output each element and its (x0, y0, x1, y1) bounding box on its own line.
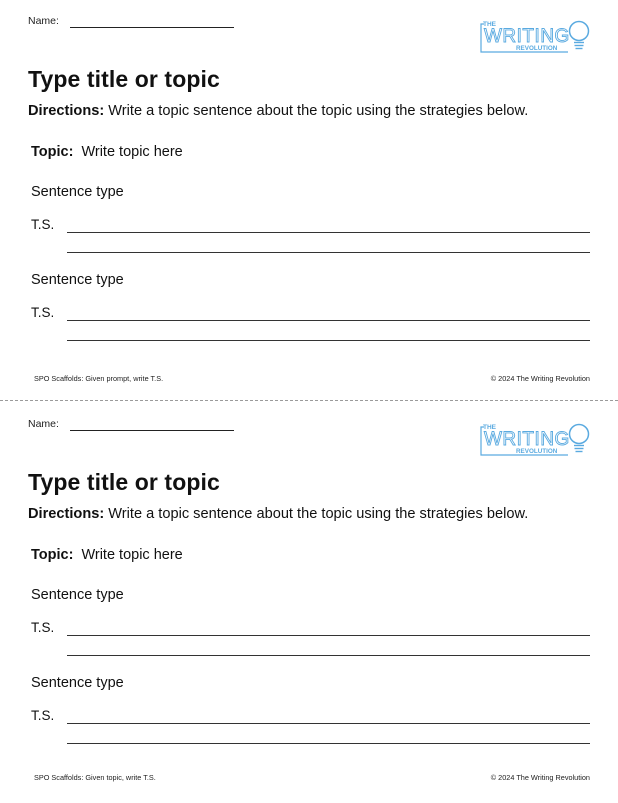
logo-writing-text: WRITING (484, 26, 570, 47)
ts-answer-line[interactable] (67, 320, 590, 321)
footer-scaffold-note: SPO Scaffolds: Given prompt, write T.S. (34, 374, 164, 383)
name-label: Name: (28, 418, 59, 430)
logo-revolution-text: REVOLUTION (516, 448, 558, 455)
ts-answer-line[interactable] (67, 635, 590, 636)
ts-answer-line[interactable] (67, 232, 590, 233)
name-input-line[interactable] (70, 27, 234, 28)
ts-label: T.S. (31, 708, 55, 723)
ts-answer-line[interactable] (67, 340, 590, 341)
logo-revolution-text: REVOLUTION (516, 45, 558, 52)
ts-label: T.S. (31, 305, 55, 320)
writing-revolution-logo (478, 417, 592, 461)
worksheet-title: Type title or topic (28, 469, 220, 495)
topic-row (31, 144, 183, 160)
cut-line-divider (0, 400, 618, 401)
topic-value[interactable]: Write topic here (81, 547, 183, 563)
topic-value[interactable]: Write topic here (81, 144, 183, 160)
ts-answer-line[interactable] (67, 655, 590, 656)
directions-text: Write a topic sentence about the topic using the strategies below. (108, 506, 529, 522)
lightbulb-icon (570, 22, 589, 49)
topic-row (31, 547, 183, 563)
topic-label: Topic: (31, 144, 74, 160)
worksheet-title: Type title or topic (28, 66, 220, 92)
directions-label: Directions: (28, 103, 105, 119)
topic-label: Topic: (31, 547, 74, 563)
logo-writing-text: WRITING (484, 429, 570, 450)
name-input-line[interactable] (70, 430, 234, 431)
writing-revolution-logo (478, 14, 592, 58)
sentence-type-label: Sentence type (31, 675, 124, 691)
sentence-type-label: Sentence type (31, 184, 124, 200)
ts-answer-line[interactable] (67, 252, 590, 253)
ts-label: T.S. (31, 217, 55, 232)
sentence-type-label: Sentence type (31, 272, 124, 288)
name-label: Name: (28, 15, 59, 27)
footer-copyright: © 2024 The Writing Revolution (490, 773, 590, 782)
ts-answer-line[interactable] (67, 743, 590, 744)
worksheet-bottom (0, 403, 618, 803)
ts-answer-line[interactable] (67, 723, 590, 724)
ts-label: T.S. (31, 620, 55, 635)
worksheet-top (0, 0, 618, 400)
directions (28, 103, 528, 119)
footer-copyright: © 2024 The Writing Revolution (490, 374, 590, 383)
directions-label: Directions: (28, 506, 105, 522)
logo-the-text: THE (483, 424, 496, 431)
directions (28, 506, 528, 522)
sentence-type-label: Sentence type (31, 587, 124, 603)
logo-the-text: THE (483, 21, 496, 28)
directions-text: Write a topic sentence about the topic using the strategies below. (108, 103, 529, 119)
footer-scaffold-note: SPO Scaffolds: Given topic, write T.S. (34, 773, 156, 782)
lightbulb-icon (570, 425, 589, 452)
